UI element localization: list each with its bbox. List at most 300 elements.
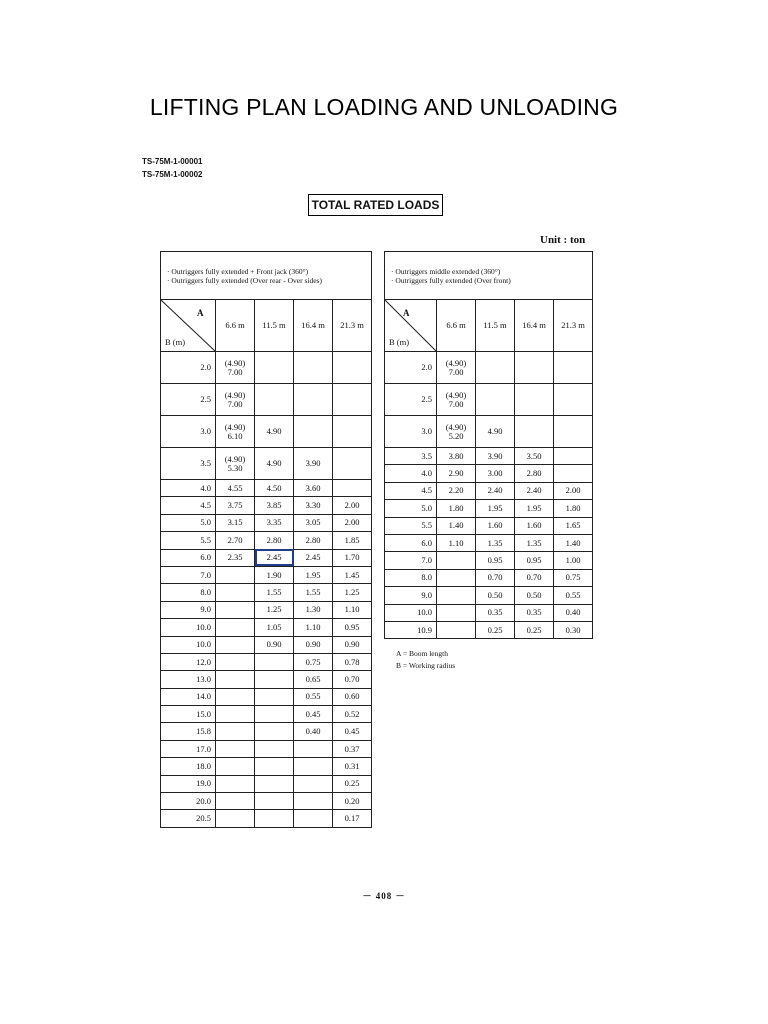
load-cell [216, 416, 255, 448]
load-cell [333, 601, 372, 618]
cell-text: 0.70 [526, 572, 542, 583]
load-cell [333, 549, 372, 566]
load-cell [333, 636, 372, 653]
radius-cell [161, 619, 216, 636]
total-rated-loads-heading: TOTAL RATED LOADS [308, 194, 443, 216]
radius-cell [385, 482, 437, 499]
cell-text: 1.25 [266, 604, 282, 615]
cell-text: 3.00 [487, 468, 503, 479]
load-cell [294, 793, 333, 810]
cell-text: 2.5 [421, 394, 432, 404]
load-cell [333, 619, 372, 636]
document-codes [142, 155, 202, 181]
note-line: · Outriggers fully extended + Front jack (360°) [167, 266, 309, 276]
load-cell [216, 706, 255, 723]
load-cell [515, 416, 554, 448]
cell-text: 3.0 [421, 426, 432, 436]
load-cell [476, 604, 515, 621]
table-row [161, 566, 372, 583]
load-cell [515, 352, 554, 384]
cell-text: 1.55 [305, 587, 321, 598]
cell-text: 1.35 [526, 537, 542, 548]
cell-text: 3.05 [305, 517, 321, 528]
cell-text: 1.30 [305, 604, 321, 615]
cell-text: 0.70 [487, 572, 503, 583]
cell-text: 14.0 [196, 691, 211, 702]
load-cell [554, 448, 593, 465]
cell-text: 6.0 [421, 537, 432, 548]
cell-text: 2.40 [526, 485, 542, 496]
table-row [385, 604, 593, 621]
cell-text: 0.90 [266, 639, 282, 650]
load-cell [515, 534, 554, 551]
load-cell [255, 688, 294, 705]
load-cell [255, 601, 294, 618]
load-cell [476, 500, 515, 517]
cell-text: 9.0 [421, 589, 432, 600]
load-cell [294, 671, 333, 688]
working-radius-label: B (m) [165, 337, 186, 347]
cell-text: 2.90 [448, 468, 464, 479]
load-cell [216, 566, 255, 583]
cell-text: 0.45 [344, 726, 360, 737]
radius-cell [161, 532, 216, 549]
cell-text: 1.85 [344, 534, 360, 545]
cell-text: 4.0 [421, 468, 432, 479]
cell-text: 2.80 [305, 534, 321, 545]
load-cell [294, 706, 333, 723]
load-cell [255, 740, 294, 757]
cell-text: 3.60 [305, 482, 321, 493]
load-cell [294, 416, 333, 448]
load-cell [437, 465, 476, 482]
radius-cell [385, 587, 437, 604]
cell-text: 4.90 [266, 458, 282, 468]
load-cell [294, 619, 333, 636]
load-cell [294, 532, 333, 549]
load-cell [554, 604, 593, 621]
load-cell [476, 465, 515, 482]
load-cell [294, 497, 333, 514]
page-title: LIFTING PLAN LOADING AND UNLOADING [149, 94, 619, 120]
cell-text: 0.60 [344, 691, 360, 702]
cell-text: (4.90) [445, 357, 467, 368]
cell-text: 10.0 [196, 621, 211, 632]
load-cell [333, 810, 372, 827]
load-cell [255, 793, 294, 810]
table-row [385, 517, 593, 534]
load-cell [476, 552, 515, 569]
cell-text: 5.5 [421, 520, 432, 531]
cell-text: 0.25 [526, 624, 542, 635]
load-cell [216, 775, 255, 792]
load-cell [216, 497, 255, 514]
load-cell [216, 740, 255, 757]
radius-cell [161, 706, 216, 723]
cell-text: 5.5 [200, 534, 211, 545]
radius-cell [385, 384, 437, 416]
load-cell [333, 793, 372, 810]
cell-text: 3.35 [266, 517, 282, 528]
load-cell [216, 352, 255, 384]
radius-cell [385, 552, 437, 569]
load-cell [437, 621, 476, 638]
cell-text: 6.0 [200, 552, 211, 563]
load-cell [437, 604, 476, 621]
radius-cell [161, 514, 216, 531]
column-header: 11.5 m [476, 300, 515, 352]
legend-working-radius: B = Working radius [396, 661, 456, 670]
load-cell [554, 569, 593, 586]
load-cell [515, 500, 554, 517]
load-cell [476, 384, 515, 416]
load-cell [216, 619, 255, 636]
cell-text: 2.45 [266, 552, 282, 563]
cell-text: 3.75 [227, 500, 243, 511]
load-table-left [160, 251, 372, 828]
cell-text: 1.60 [526, 520, 542, 531]
document-code-2: TS-75M-1-00002 [142, 170, 203, 179]
table-row [161, 775, 372, 792]
load-cell [294, 480, 333, 497]
cell-text: 0.90 [344, 639, 360, 650]
cell-text: 3.0 [200, 426, 211, 436]
table-row [385, 587, 593, 604]
radius-cell [385, 416, 437, 448]
radius-cell [161, 758, 216, 775]
load-cell [554, 384, 593, 416]
cell-text: 3.5 [200, 458, 211, 468]
radius-cell [161, 775, 216, 792]
cell-text: 20.0 [196, 795, 211, 806]
load-cell [255, 514, 294, 531]
load-cell [294, 723, 333, 740]
load-cell [294, 566, 333, 583]
cell-text: 1.95 [305, 569, 321, 580]
radius-cell [161, 497, 216, 514]
cell-text: 2.0 [200, 362, 211, 372]
cell-text: (4.90) [445, 421, 467, 432]
cell-text: 1.40 [565, 537, 581, 548]
cell-text: 18.0 [196, 760, 211, 771]
radius-cell [161, 384, 216, 416]
cell-text: 0.31 [344, 760, 360, 771]
load-cell [294, 758, 333, 775]
load-cell [476, 448, 515, 465]
load-cell [437, 569, 476, 586]
load-cell [476, 534, 515, 551]
radius-cell [161, 688, 216, 705]
load-cell [216, 723, 255, 740]
load-cell [515, 604, 554, 621]
legend-boom-length: A = Boom length [396, 649, 448, 658]
cell-text: 1.70 [344, 552, 360, 563]
table-row [161, 723, 372, 740]
unit-label: Unit : ton [540, 234, 586, 246]
cell-text: (4.90) [445, 389, 467, 400]
cell-text: 0.20 [344, 795, 360, 806]
radius-cell [161, 793, 216, 810]
cell-text: 5.0 [200, 517, 211, 528]
cell-text: 4.5 [421, 485, 432, 496]
table-row [161, 706, 372, 723]
load-cell [294, 653, 333, 670]
cell-text: 13.0 [196, 673, 211, 684]
load-cell [333, 514, 372, 531]
table-row [161, 416, 372, 448]
column-header: 6.6 m [216, 300, 255, 352]
cell-text: 2.45 [305, 552, 321, 563]
table-row [161, 352, 372, 384]
load-cell [333, 688, 372, 705]
table-row [385, 448, 593, 465]
cell-text: 2.35 [227, 552, 243, 563]
corner-header [161, 300, 216, 352]
load-cell [437, 448, 476, 465]
load-cell [554, 482, 593, 499]
load-cell [515, 621, 554, 638]
cell-text: 1.80 [565, 502, 581, 513]
load-cell [333, 566, 372, 583]
cell-text: 10.0 [196, 639, 211, 650]
load-cell [515, 465, 554, 482]
cell-text: 1.65 [565, 520, 581, 531]
load-cell [216, 448, 255, 480]
table-row [161, 532, 372, 549]
load-cell [255, 384, 294, 416]
load-cell [294, 810, 333, 827]
load-cell [255, 532, 294, 549]
cell-text: 1.55 [266, 587, 282, 598]
cell-text: 2.5 [200, 394, 211, 404]
page-number: － 408 － [362, 891, 406, 901]
radius-cell [161, 416, 216, 448]
load-cell [437, 534, 476, 551]
cell-text: 0.17 [344, 813, 360, 824]
radius-cell [161, 723, 216, 740]
load-cell [333, 758, 372, 775]
cell-text: 1.60 [487, 520, 503, 531]
cell-text: 3.85 [266, 500, 282, 511]
load-cell [294, 636, 333, 653]
table-row [385, 352, 593, 384]
table-row [161, 636, 372, 653]
table-row [385, 569, 593, 586]
cell-text: 3.50 [526, 450, 542, 461]
cell-text: 0.75 [305, 656, 321, 667]
table-row [161, 671, 372, 688]
cell-text: 0.95 [526, 555, 542, 566]
cell-text: 7.00 [448, 366, 464, 377]
cell-text: 9.0 [200, 604, 211, 615]
load-cell [476, 517, 515, 534]
load-cell [437, 500, 476, 517]
table-row [385, 384, 593, 416]
cell-text: 2.80 [266, 534, 282, 545]
radius-cell [385, 352, 437, 384]
cell-text: 2.70 [227, 534, 243, 545]
column-header: 16.4 m [294, 300, 333, 352]
cell-text: 15.8 [196, 726, 211, 737]
cell-text: 0.78 [344, 656, 360, 667]
cell-text: 7.00 [227, 366, 243, 377]
cell-text: 0.95 [344, 621, 360, 632]
radius-cell [385, 465, 437, 482]
cell-text: 8.0 [200, 587, 211, 598]
cell-text: 7.0 [200, 569, 211, 580]
table-row [161, 810, 372, 827]
cell-text: 1.10 [305, 621, 321, 632]
cell-text: 0.25 [487, 624, 503, 635]
cell-text: 0.70 [344, 673, 360, 684]
cell-text: 3.5 [421, 450, 432, 461]
load-cell [333, 706, 372, 723]
table-row [161, 653, 372, 670]
load-cell [515, 517, 554, 534]
load-cell [216, 601, 255, 618]
cell-text: 0.75 [565, 572, 581, 583]
radius-cell [161, 480, 216, 497]
radius-cell [161, 549, 216, 566]
cell-text: 4.0 [200, 482, 211, 493]
load-cell [437, 352, 476, 384]
load-cell [554, 500, 593, 517]
load-cell [333, 416, 372, 448]
cell-text: 0.35 [487, 607, 503, 618]
cell-text: 3.80 [448, 450, 464, 461]
column-header: 11.5 m [255, 300, 294, 352]
radius-cell [161, 601, 216, 618]
radius-cell [385, 500, 437, 517]
table-row [385, 500, 593, 517]
load-cell [255, 480, 294, 497]
table-row [161, 793, 372, 810]
table-row [161, 601, 372, 618]
table-row [161, 497, 372, 514]
load-cell [255, 706, 294, 723]
table-row [385, 552, 593, 569]
load-cell [333, 448, 372, 480]
load-cell [216, 636, 255, 653]
load-cell [294, 740, 333, 757]
cell-text: 0.35 [526, 607, 542, 618]
radius-cell [385, 534, 437, 551]
cell-text: 5.20 [448, 430, 464, 441]
load-cell [515, 587, 554, 604]
cell-text: 0.55 [565, 589, 581, 600]
load-cell [255, 758, 294, 775]
cell-text: 1.80 [448, 502, 464, 513]
cell-text: (4.90) [224, 453, 246, 464]
load-cell [515, 552, 554, 569]
load-cell [255, 448, 294, 480]
cell-text: 2.40 [487, 485, 503, 496]
document-code-1: TS-75M-1-00001 [142, 157, 203, 166]
cell-text: 1.10 [344, 604, 360, 615]
radius-cell [161, 566, 216, 583]
cell-text: 4.5 [200, 500, 211, 511]
radius-cell [161, 653, 216, 670]
cell-text: 3.90 [487, 450, 503, 461]
load-cell [216, 532, 255, 549]
table-row [161, 758, 372, 775]
column-header: 21.3 m [333, 300, 372, 352]
table-row [161, 619, 372, 636]
load-cell [476, 621, 515, 638]
load-cell [437, 384, 476, 416]
load-cell [515, 448, 554, 465]
table-row [385, 416, 593, 448]
cell-text: 8.0 [421, 572, 432, 583]
load-cell [294, 384, 333, 416]
load-cell [216, 514, 255, 531]
cell-text: 1.05 [266, 621, 282, 632]
radius-cell [161, 636, 216, 653]
table-row [161, 480, 372, 497]
cell-text: 1.95 [526, 502, 542, 513]
cell-text: 2.20 [448, 485, 464, 496]
cell-text: 0.95 [487, 555, 503, 566]
load-cell [255, 723, 294, 740]
load-cell [515, 482, 554, 499]
cell-text: 6.10 [227, 430, 243, 441]
load-table-right [384, 251, 593, 639]
load-cell [255, 619, 294, 636]
load-cell [437, 552, 476, 569]
cell-text: 10.0 [417, 607, 432, 618]
load-cell [554, 352, 593, 384]
table-row [385, 621, 593, 638]
radius-cell [161, 448, 216, 480]
cell-text: 5.0 [421, 502, 432, 513]
load-cell [216, 758, 255, 775]
radius-cell [161, 740, 216, 757]
cell-text: 7.00 [227, 398, 243, 409]
load-cell [333, 532, 372, 549]
load-cell [255, 549, 294, 566]
load-cell [476, 569, 515, 586]
cell-text: 4.55 [227, 482, 243, 493]
load-cell [333, 723, 372, 740]
cell-text: 0.37 [344, 743, 360, 754]
load-cell [294, 688, 333, 705]
cell-text: 3.30 [305, 500, 321, 511]
boom-length-label: A [403, 308, 410, 318]
cell-text: 15.0 [196, 708, 211, 719]
load-cell [216, 793, 255, 810]
load-cell [255, 566, 294, 583]
table-row [161, 514, 372, 531]
cell-text: 4.50 [266, 482, 282, 493]
table-row [161, 448, 372, 480]
cell-text: 1.95 [487, 502, 503, 513]
table-row [161, 584, 372, 601]
load-cell [294, 549, 333, 566]
radius-cell [161, 671, 216, 688]
load-cell [333, 775, 372, 792]
radius-cell [385, 604, 437, 621]
load-cell [554, 416, 593, 448]
radius-cell [161, 352, 216, 384]
note-line: · Outriggers middle extended (360°) [391, 266, 501, 276]
load-cell [216, 810, 255, 827]
cell-text: 2.00 [565, 485, 581, 496]
load-cell [333, 740, 372, 757]
legend [396, 648, 455, 672]
load-cell [255, 775, 294, 792]
load-cell [294, 601, 333, 618]
cell-text: (4.90) [224, 389, 246, 400]
